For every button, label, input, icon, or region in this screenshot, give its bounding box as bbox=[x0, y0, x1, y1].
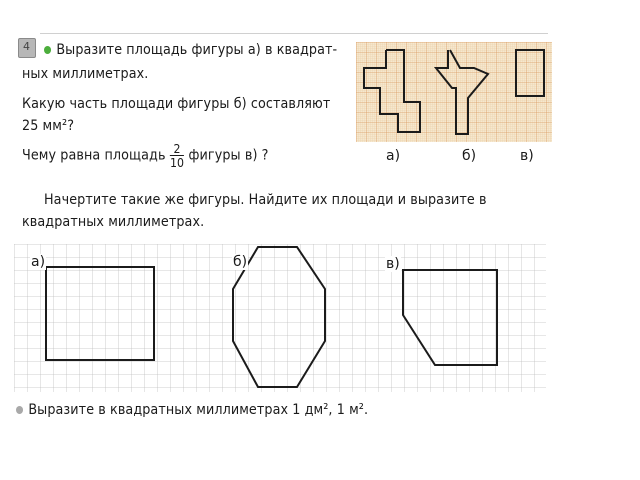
fraction: $\frac{2}{10}$ bbox=[169, 141, 185, 170]
gray-bullet-icon bbox=[16, 406, 23, 414]
task-line-2: ных миллиметрах. bbox=[22, 66, 149, 82]
green-bullet-icon bbox=[44, 46, 51, 54]
mm-grid-figure bbox=[356, 42, 552, 142]
top-label-a: а) bbox=[386, 148, 401, 164]
task-line-4: 25 мм²? bbox=[22, 118, 75, 134]
task-number-icon bbox=[18, 38, 36, 58]
top-rule bbox=[40, 33, 548, 34]
bottom-label-v: в) bbox=[386, 256, 400, 272]
bottom-label-a: а) bbox=[31, 254, 46, 270]
task-number: 4 bbox=[23, 40, 30, 53]
cell-grid-figure bbox=[14, 244, 546, 392]
bottom-label-b: б) bbox=[233, 254, 248, 270]
task-line-1: Выразите площадь фигуры а) в квадрат- bbox=[44, 42, 337, 58]
instruction-line-1: Начертите такие же фигуры. Найдите их площади и выразите в bbox=[44, 192, 487, 208]
top-label-v: в) bbox=[520, 148, 534, 164]
task-line-5: Чему равна площадь $\frac{2}{10}$ фигуры в) ? bbox=[22, 141, 269, 170]
top-label-b: б) bbox=[462, 148, 477, 164]
instruction-line-2: квадратных миллиметрах. bbox=[22, 214, 205, 230]
final-task-line: Выразите в квадратных миллиметрах 1 дм², 1 м². bbox=[16, 402, 368, 418]
task-line-3: Какую часть площади фигуры б) составляют bbox=[22, 96, 331, 112]
